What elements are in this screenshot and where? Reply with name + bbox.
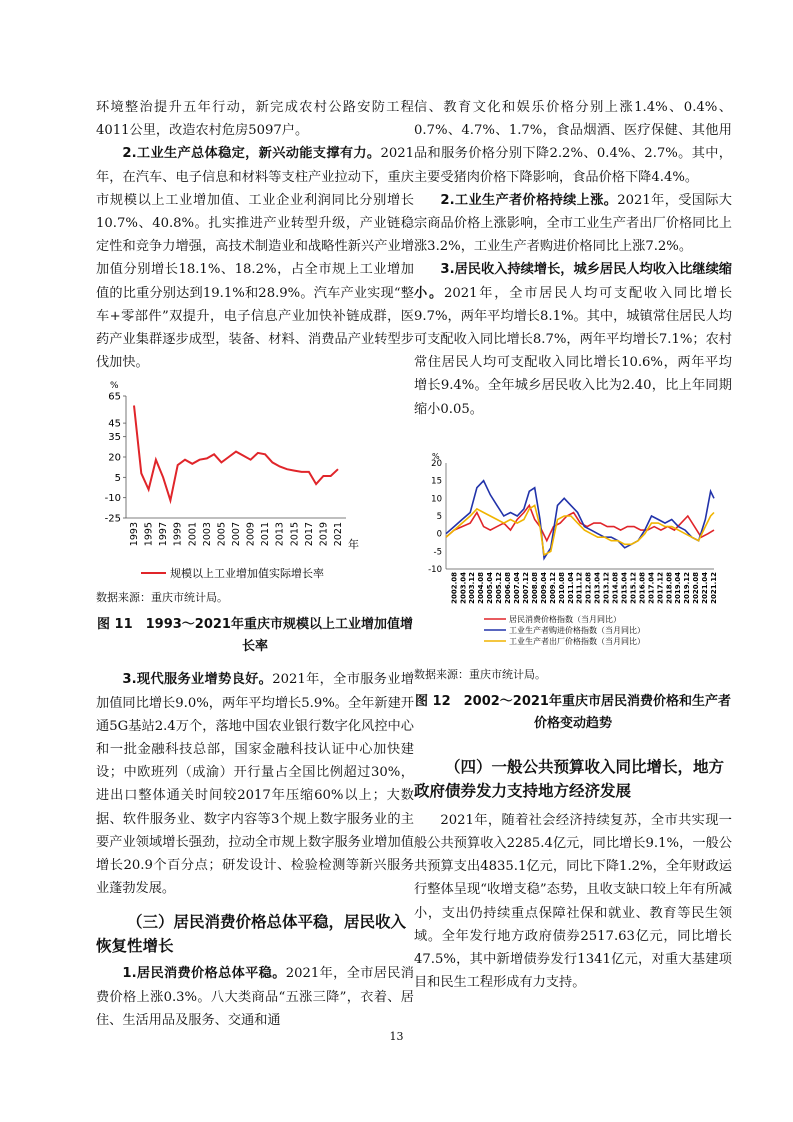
fig11-y-tick-label: -25	[104, 513, 121, 525]
fig12-x-tick-label: 2019.04	[674, 571, 683, 604]
fig12-x-tick-label: 2011.04	[566, 571, 575, 604]
fig12-x-tick-label: 2018.08	[665, 571, 674, 604]
fig12-series-line	[446, 481, 714, 559]
right-column	[414, 96, 732, 994]
fig12-y-tick-label: 10	[431, 494, 442, 505]
fig12-x-tick-label: 2002.08	[450, 571, 459, 604]
fig11-chart	[96, 378, 414, 588]
left-paragraph-4	[96, 962, 414, 1032]
left-paragraph-4-heading: 1.居民消费价格总体平稳。	[122, 966, 286, 982]
fig11-y-tick-label: -10	[104, 493, 121, 505]
fig12-x-tick-label: 2012.08	[584, 571, 593, 604]
fig11-series-line	[134, 406, 338, 501]
fig11-x-tick-label: 2007	[231, 522, 242, 547]
fig12-x-tick-label: 2013.12	[602, 571, 611, 604]
right-paragraph-2	[414, 189, 732, 259]
fig12-y-tick-label: 0	[436, 529, 442, 540]
section-3-title: （三）居民消费价格总体平稳，居民收入恢复性增长	[96, 913, 407, 956]
fig12-legend-label: 工业生产者出厂价格指数（当月同比）	[509, 636, 645, 646]
fig12-legend-label: 居民消费价格指数（当月同比）	[509, 614, 621, 624]
fig11-x-tick-label: 1997	[158, 522, 170, 547]
fig12-x-tick-label: 2003.04	[459, 571, 468, 604]
right-paragraph-3-heading: 3.居民收入持续增长，城乡居民人均收入比继续缩小。	[414, 262, 732, 301]
fig12-x-tick-label: 2015.12	[629, 571, 638, 604]
fig12-x-tick-label: 2011.12	[575, 571, 584, 604]
fig11-x-tick-label: 1995	[143, 522, 155, 547]
fig11-y-tick-label: 20	[108, 452, 121, 464]
fig11-x-tick-label: 2003	[201, 522, 213, 547]
right-paragraph-2-heading: 2.工业生产者价格持续上涨。	[440, 192, 618, 208]
fig11-x-tick-label: 2015	[289, 522, 301, 547]
fig12-x-tick-label: 2007.04	[513, 571, 522, 604]
fig12-x-tick-label: 2017.04	[647, 571, 656, 604]
left-column	[96, 96, 414, 1032]
fig12-x-tick-label: 2020.08	[692, 571, 701, 604]
left-paragraph-3-heading: 3.现代服务业增势良好。	[122, 672, 273, 688]
fig11-x-tick-label: 2005	[216, 522, 228, 547]
right-paragraph-1: 信、教育文化和娱乐价格分别上涨1.4%、0.4%、0.7%、4.7%、1.7%，食品烟酒、医疗保健、其他用品和服务价格分别下降2.2%、0.4%、2.7%。其中，主要受猪肉价格下降影响，食品价格下降4.4%。	[414, 100, 732, 185]
fig12-x-tick-label: 2003.12	[468, 571, 477, 604]
fig12-legend-label: 工业生产者购进价格指数（当月同比）	[509, 625, 645, 635]
fig12-x-tick-label: 2004.08	[477, 571, 486, 604]
right-paragraph-4: 2021年，随着社会经济持续复苏，全市共实现一般公共预算收入2285.4亿元，同比增长9.1%，一般公共预算支出4835.1亿元，同比下降1.2%，全年财政运行整体呈现“收增支稳”态势，且收支缺口较上年有所减小，支出仍持续重点保障社保和就业、教育等民生领域。全年发行地方政府债券2517.63亿元，同比增长47.5%，其中新增债券发行1341亿元，对重大基建项目和民生工程形成有力支持。	[414, 812, 732, 991]
right-paragraph-3	[414, 258, 732, 420]
fig12-x-tick-label: 2016.08	[638, 571, 647, 604]
fig11-y-tick-label: 35	[108, 432, 121, 444]
fig11-source: 数据来源：重庆市统计局。	[96, 591, 228, 605]
fig11-unit-label: %	[110, 381, 119, 392]
left-paragraph-4-body: 2021年，全市居民消费价格上涨0.3%。八大类商品“五涨三降”，衣着、居住、生活用品及服务、交通和通	[96, 966, 414, 1028]
fig12-y-tick-label: 15	[431, 476, 442, 487]
fig12-x-tick-label: 2019.12	[683, 571, 692, 604]
left-paragraph-1: 环境整治提升五年行动，新完成农村公路安防工程4011公里，改造农村危房5097户。	[96, 100, 414, 139]
left-paragraph-2	[96, 142, 414, 374]
fig12-y-tick-label: -5	[433, 547, 442, 558]
fig12-x-tick-label: 2021.12	[710, 571, 719, 604]
fig12-series-line	[446, 505, 714, 540]
fig11-caption: 图 11 1993～2021年重庆市规模以上工业增加值增长率	[97, 617, 413, 655]
fig12-source: 数据来源：重庆市统计局。	[414, 667, 546, 681]
fig12-x-tick-label: 2017.12	[656, 571, 665, 604]
right-paragraph-3-body: 2021年，全市居民人均可支配收入同比增长9.7%，两年平均增长8.1%。其中，城镇常住居民人均可支配收入同比增长8.7%，两年平均增长7.1%；农村常住居民人均可支配收入同比增长10.6%，两年平均增长9.4%。全年城乡居民收入比为2.40，比上年同期缩小0.05。	[414, 285, 733, 417]
fig11-x-tick-label: 2021	[333, 522, 344, 547]
fig11-x-tick-label: 2001	[187, 522, 199, 547]
left-paragraph-2-body: 2021年，在汽车、电子信息和材料等支柱产业拉动下，重庆市规模以上工业增加值、工业企业利润同比分别增长10.7%、40.8%。扎实推进产业转型升级，产业链稳定性和竞争力增强，高技术制造业和战略性新兴产业增加值分别增长18.1%、18.2%，占全市规上工业增加值的比重分别达到19.1%和28.9%。汽车产业实现“整车+零部件”双提升，电子信息产业加快补链成群，医药产业集群逐步成型，装备、材料、消费品产业转型步伐加快。	[96, 146, 414, 371]
fig12-x-tick-label: 2007.12	[521, 571, 530, 604]
fig12-x-tick-label: 2005.12	[495, 571, 504, 604]
fig11-legend-label: 规模以上工业增加值实际增长率	[170, 567, 324, 581]
fig11-x-tick-label: 1999	[172, 522, 184, 547]
fig12-x-tick-label: 2010.08	[557, 571, 566, 604]
right-paragraph-2-body: 2021年，受国际大宗商品价格上涨影响，全市工业生产者出厂价格同比上涨3.2%，工业生产者购进价格同比上涨7.2%。	[414, 192, 732, 255]
fig11-y-tick-label: 45	[108, 419, 121, 431]
fig12-unit-label: %	[432, 451, 440, 461]
left-paragraph-3	[96, 668, 414, 900]
fig11-x-tick-label: 2011	[260, 522, 272, 547]
fig11-x-tick-label: 1993	[129, 522, 140, 547]
fig11-x-suffix: 年	[348, 538, 359, 552]
section-4-title: （四）一般公共预算收入同比增长，地方政府债券发力支持地方经济发展	[414, 757, 725, 800]
left-paragraph-3-body: 2021年，全市服务业增加值同比增长9.0%，两年平均增长5.9%。全年新建开通5G基站2.4万个，落地中国农业银行数字化风控中心和一批金融科技总部，国家金融科技认证中心加快建设；中欧班列（成渝）开行量占全国比例超过30%，进出口整体通关时间较2017年压缩60%以上；大数据、软件服务业、数字内容等3个规上数字服务业的主要产业领域增长强劲，拉动全市规上数字服务业增加值增长20.9个百分点；研发设计、检验检测等新兴服务业蓬勃发展。	[96, 672, 415, 897]
fig11-x-tick-label: 2013	[274, 522, 286, 547]
fig12-x-tick-label: 2005.04	[486, 571, 495, 604]
fig12-x-tick-label: 2006.08	[504, 571, 513, 604]
fig12-x-tick-label: 2009.12	[548, 571, 557, 604]
fig12-x-tick-label: 2013.04	[593, 571, 602, 604]
fig12-x-tick-label: 2021.04	[701, 571, 710, 604]
fig12-x-tick-label: 2009.04	[539, 571, 548, 604]
fig11-y-tick-label: 5	[114, 473, 121, 485]
fig11-y-tick-label: 65	[108, 391, 121, 403]
page-number: 13	[389, 1030, 404, 1043]
fig12-y-tick-label: -10	[428, 564, 442, 575]
left-paragraph-2-heading: 2.工业生产总体稳定，新兴动能支撑有力。	[122, 146, 381, 162]
fig12-y-tick-label: 20	[431, 458, 442, 469]
fig11-x-tick-label: 2019	[318, 522, 330, 547]
fig12-chart	[414, 451, 732, 661]
fig11-x-tick-label: 2009	[245, 522, 257, 547]
fig12-caption: 图 12 2002～2021年重庆市居民消费价格和生产者价格变动趋势	[415, 693, 731, 731]
fig12-x-tick-label: 2008.08	[530, 571, 539, 604]
fig12-y-tick-label: 5	[436, 511, 442, 522]
fig11-x-tick-label: 2017	[303, 522, 315, 547]
fig12-x-tick-label: 2015.04	[620, 571, 629, 604]
fig12-x-tick-label: 2014.08	[611, 571, 620, 604]
